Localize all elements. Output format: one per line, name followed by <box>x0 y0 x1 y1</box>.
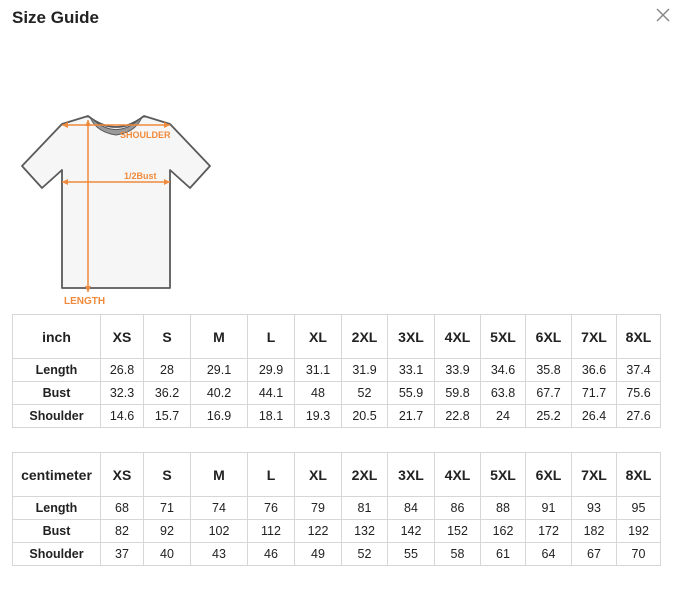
row-label: Length <box>13 359 101 382</box>
table-cell: 81 <box>342 497 388 520</box>
table-cell: 88 <box>481 497 526 520</box>
table-cell: 21.7 <box>388 405 435 428</box>
table-cell: 36.6 <box>572 359 617 382</box>
table-cell: 48 <box>295 382 342 405</box>
size-table-inch <box>12 314 661 428</box>
table-row <box>13 543 661 566</box>
table-cell: 32.3 <box>101 382 144 405</box>
table-cell: 33.9 <box>435 359 481 382</box>
table-cell: 142 <box>388 520 435 543</box>
table-row <box>13 520 661 543</box>
size-table-centimeter <box>12 452 661 566</box>
table-cell: 75.6 <box>617 382 661 405</box>
size-header-m: M <box>191 453 248 497</box>
table-cell: 92 <box>144 520 191 543</box>
table-cell: 76 <box>248 497 295 520</box>
table-cell: 29.9 <box>248 359 295 382</box>
row-label: Shoulder <box>13 543 101 566</box>
size-header-2xl: 2XL <box>342 315 388 359</box>
table-cell: 64 <box>526 543 572 566</box>
table-cell: 27.6 <box>617 405 661 428</box>
size-header-7xl: 7XL <box>572 453 617 497</box>
table-cell: 68 <box>101 497 144 520</box>
row-label: Shoulder <box>13 405 101 428</box>
size-header-8xl: 8XL <box>617 453 661 497</box>
table-cell: 122 <box>295 520 342 543</box>
size-header-xs: XS <box>101 453 144 497</box>
shoulder-label: SHOULDER <box>120 130 171 140</box>
table-cell: 14.6 <box>101 405 144 428</box>
size-header-xs: XS <box>101 315 144 359</box>
row-label: Bust <box>13 382 101 405</box>
table-cell: 37.4 <box>617 359 661 382</box>
size-header-xl: XL <box>295 315 342 359</box>
size-header-3xl: 3XL <box>388 315 435 359</box>
table-cell: 25.2 <box>526 405 572 428</box>
table-row <box>13 497 661 520</box>
row-label: Length <box>13 497 101 520</box>
table-cell: 95 <box>617 497 661 520</box>
table-cell: 91 <box>526 497 572 520</box>
size-header-3xl: 3XL <box>388 453 435 497</box>
tshirt-diagram <box>18 108 218 308</box>
table-cell: 33.1 <box>388 359 435 382</box>
table-cell: 43 <box>191 543 248 566</box>
table-cell: 84 <box>388 497 435 520</box>
table-cell: 19.3 <box>295 405 342 428</box>
table-cell: 40.2 <box>191 382 248 405</box>
size-header-6xl: 6XL <box>526 453 572 497</box>
table-cell: 61 <box>481 543 526 566</box>
size-header-4xl: 4XL <box>435 315 481 359</box>
table-cell: 59.8 <box>435 382 481 405</box>
size-header-5xl: 5XL <box>481 453 526 497</box>
half-bust-label: 1/2Bust <box>124 171 157 181</box>
close-icon[interactable] <box>654 6 672 24</box>
table-cell: 24 <box>481 405 526 428</box>
table-cell: 55.9 <box>388 382 435 405</box>
size-header-row <box>13 453 661 497</box>
table-row <box>13 405 661 428</box>
size-header-xl: XL <box>295 453 342 497</box>
table-cell: 86 <box>435 497 481 520</box>
size-header-row <box>13 315 661 359</box>
table-cell: 26.8 <box>101 359 144 382</box>
table-cell: 82 <box>101 520 144 543</box>
row-label: Bust <box>13 520 101 543</box>
table-cell: 67.7 <box>526 382 572 405</box>
table-cell: 132 <box>342 520 388 543</box>
size-header-5xl: 5XL <box>481 315 526 359</box>
table-cell: 192 <box>617 520 661 543</box>
dialog-title: Size Guide <box>12 8 99 27</box>
table-cell: 52 <box>342 543 388 566</box>
table-cell: 55 <box>388 543 435 566</box>
size-header-8xl: 8XL <box>617 315 661 359</box>
size-header-2xl: 2XL <box>342 453 388 497</box>
table-cell: 26.4 <box>572 405 617 428</box>
tshirt-outline <box>22 116 210 288</box>
table-cell: 74 <box>191 497 248 520</box>
table-cell: 71 <box>144 497 191 520</box>
size-header-m: M <box>191 315 248 359</box>
table-cell: 71.7 <box>572 382 617 405</box>
table-cell: 37 <box>101 543 144 566</box>
table-cell: 18.1 <box>248 405 295 428</box>
table-cell: 67 <box>572 543 617 566</box>
size-header-7xl: 7XL <box>572 315 617 359</box>
size-header-s: S <box>144 453 191 497</box>
unit-label: centimeter <box>13 453 101 497</box>
size-header-l: L <box>248 453 295 497</box>
table-cell: 52 <box>342 382 388 405</box>
table-cell: 79 <box>295 497 342 520</box>
table-cell: 102 <box>191 520 248 543</box>
unit-label: inch <box>13 315 101 359</box>
table-cell: 34.6 <box>481 359 526 382</box>
table-cell: 40 <box>144 543 191 566</box>
size-header-6xl: 6XL <box>526 315 572 359</box>
table-cell: 36.2 <box>144 382 191 405</box>
table-cell: 22.8 <box>435 405 481 428</box>
table-cell: 20.5 <box>342 405 388 428</box>
table-cell: 172 <box>526 520 572 543</box>
table-cell: 182 <box>572 520 617 543</box>
table-cell: 58 <box>435 543 481 566</box>
table-cell: 49 <box>295 543 342 566</box>
size-header-s: S <box>144 315 191 359</box>
table-cell: 44.1 <box>248 382 295 405</box>
size-header-4xl: 4XL <box>435 453 481 497</box>
table-cell: 162 <box>481 520 526 543</box>
table-cell: 31.1 <box>295 359 342 382</box>
table-row <box>13 382 661 405</box>
table-cell: 70 <box>617 543 661 566</box>
table-cell: 63.8 <box>481 382 526 405</box>
size-header-l: L <box>248 315 295 359</box>
table-row <box>13 359 661 382</box>
table-cell: 29.1 <box>191 359 248 382</box>
table-cell: 46 <box>248 543 295 566</box>
table-cell: 152 <box>435 520 481 543</box>
table-cell: 112 <box>248 520 295 543</box>
table-cell: 35.8 <box>526 359 572 382</box>
table-cell: 28 <box>144 359 191 382</box>
table-cell: 15.7 <box>144 405 191 428</box>
table-cell: 31.9 <box>342 359 388 382</box>
table-cell: 93 <box>572 497 617 520</box>
length-label: LENGTH <box>64 296 106 307</box>
table-cell: 16.9 <box>191 405 248 428</box>
